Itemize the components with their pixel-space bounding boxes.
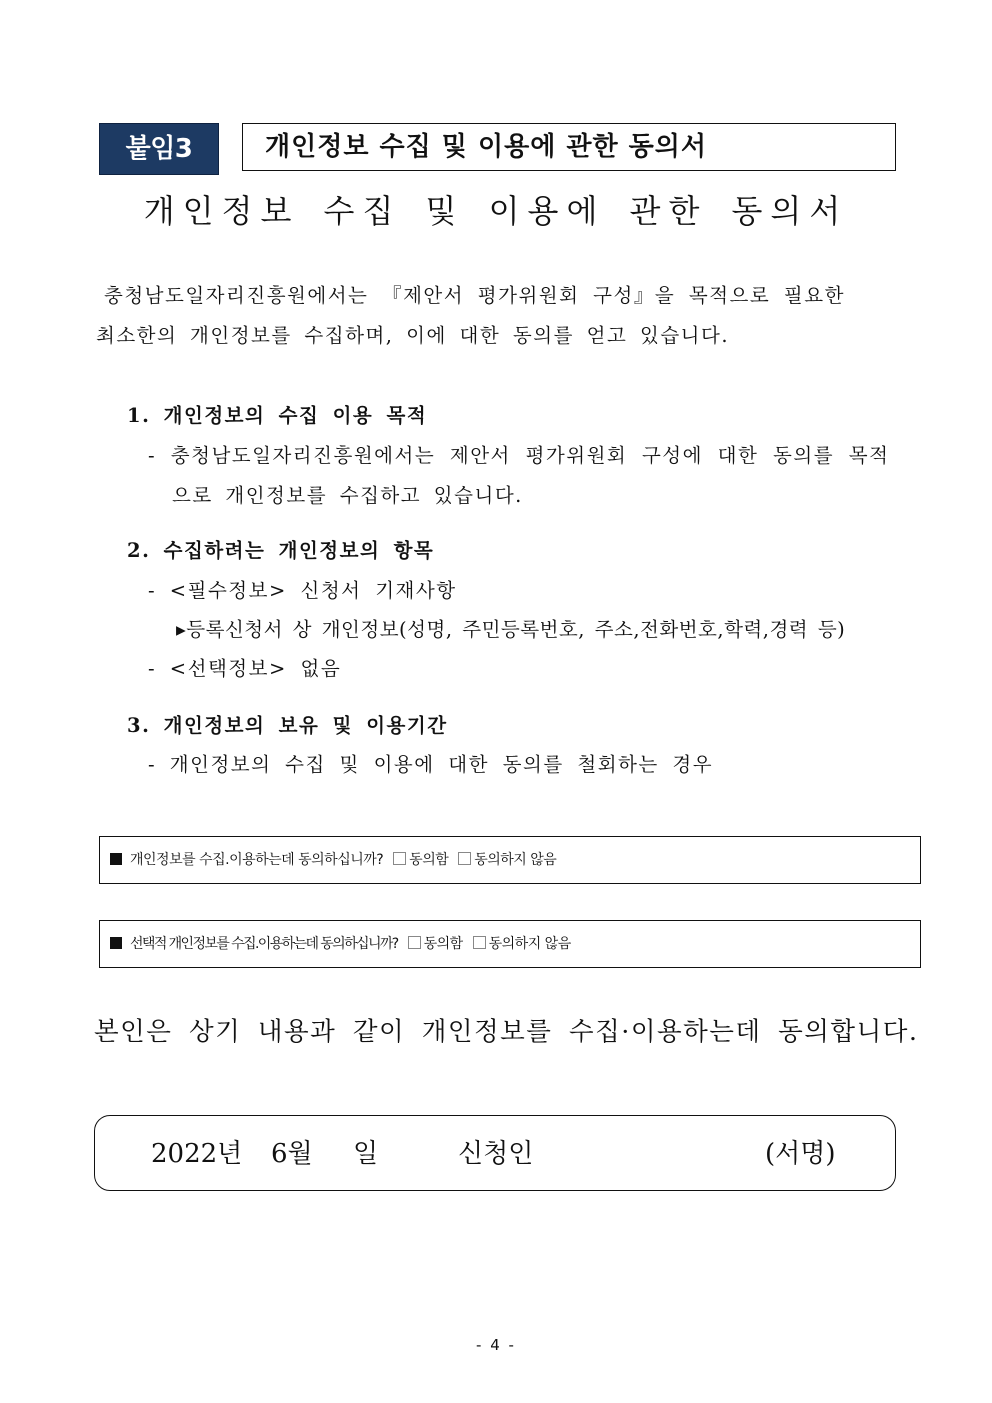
section-1-line-2: 으로 개인정보를 수집하고 있습니다. [172, 484, 523, 507]
agree-label: 동의함 [409, 852, 449, 868]
consent-question: 선택적 개인정보를 수집.이용하는데 동의하십니까? [130, 936, 398, 952]
agree-checkbox[interactable] [393, 852, 406, 865]
consent-box-optional [99, 920, 921, 968]
header-title-box: 개인정보 수집 및 이용에 관한 동의서 [242, 123, 896, 171]
disagree-label: 동의하지 않음 [474, 852, 557, 868]
page-number: - 4 - [476, 1336, 516, 1354]
consent-question: 개인정보를 수집.이용하는데 동의하십니까? [130, 852, 384, 868]
section-1-heading: 1. 개인정보의 수집 이용 목적 [127, 404, 428, 427]
signature-month: 6월 [271, 1139, 313, 1169]
section-2-line-1: - <필수정보> 신청서 기재사항 [148, 579, 457, 602]
section-3-line-1: - 개인정보의 수집 및 이용에 대한 동의를 철회하는 경우 [148, 753, 714, 776]
consent-box-required [99, 836, 921, 884]
disagree-checkbox[interactable] [458, 852, 471, 865]
sign-label[interactable]: (서명) [765, 1139, 836, 1169]
confirmation-statement: 본인은 상기 내용과 같이 개인정보를 수집·이용하는데 동의합니다. [94, 1017, 919, 1047]
intro-line-2: 최소한의 개인정보를 수집하며, 이에 대한 동의를 얻고 있습니다. [96, 324, 730, 347]
black-square-bullet-icon [110, 937, 122, 949]
disagree-checkbox[interactable] [473, 936, 486, 949]
agree-label: 동의함 [423, 936, 463, 952]
signature-year: 2022년 [151, 1139, 243, 1169]
black-square-bullet-icon [110, 853, 122, 865]
section-1-line-1: - 충청남도일자리진흥원에서는 제안서 평가위원회 구성에 대한 동의를 목적 [148, 444, 890, 467]
section-2-line-3: - <선택정보> 없음 [148, 657, 342, 680]
attachment-badge: 붙임3 [99, 123, 219, 175]
disagree-label: 동의하지 않음 [488, 936, 571, 952]
section-2-line-2: ▸등록신청서 상 개인정보(성명, 주민등록번호, 주소,전화번호,학력,경력 등) [176, 618, 846, 641]
applicant-label: 신청인 [458, 1139, 534, 1169]
page-title: 개인정보 수집 및 이용에 관한 동의서 [143, 192, 849, 230]
intro-line-1: 충청남도일자리진흥원에서는 『제안서 평가위원회 구성』을 목적으로 필요한 [104, 284, 845, 307]
signature-day: 일 [353, 1139, 379, 1169]
agree-checkbox[interactable] [408, 936, 421, 949]
section-2-heading: 2. 수집하려는 개인정보의 항목 [127, 539, 435, 562]
section-3-heading: 3. 개인정보의 보유 및 이용기간 [127, 714, 448, 737]
